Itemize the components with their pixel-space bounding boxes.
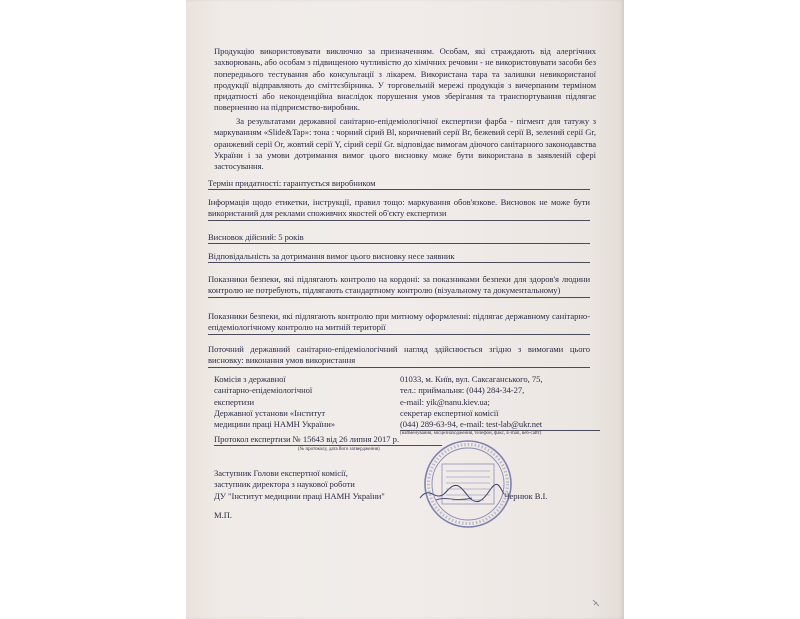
official-seal-icon bbox=[422, 438, 514, 530]
responsibility-row bbox=[208, 251, 590, 263]
address-line: тел.: приймальня: (044) 284-34-27, bbox=[400, 385, 525, 396]
signatory-line: заступник директора з наукової роботи bbox=[214, 479, 355, 490]
labeling-text: Інформація щодо етикетки, інструкції, правил тощо: маркування обов'язкове. Висновок не може бути використаний для реклами споживчих якостей об'єкту експертизи bbox=[208, 197, 590, 219]
commission-block bbox=[214, 374, 384, 430]
address-caption: (найменування, місцезнаходження, телефон, факс, E-mail, веб-сайт) bbox=[400, 431, 542, 437]
address-line: e-mail: yik@nanu.kiev.ua; bbox=[400, 396, 490, 407]
responsibility-text: Відповідальність за дотримання вимог цього висновку несе заявник bbox=[208, 251, 455, 261]
signatory-name: Чернюк В.І. bbox=[504, 491, 548, 501]
signatory-line: ДУ "Інститут медицини праці НАМН України" bbox=[214, 490, 385, 501]
commission-line: експертизи bbox=[214, 396, 255, 407]
page-mark-icon bbox=[591, 598, 601, 608]
supervision-text: Поточний державний санітарно-епідеміологічний нагляд здійснюється згідно з вимогами цього висновку: виконання умов використання bbox=[208, 344, 590, 366]
border-control-row bbox=[208, 274, 590, 298]
address-line: 01033, м. Київ, вул. Саксаганського, 75, bbox=[400, 374, 543, 384]
customs-control-row bbox=[208, 311, 590, 335]
commission-line: медицини праці НАМН України» bbox=[214, 419, 336, 430]
address-line: (044) 289-63-94, e-mail: test-lab@ukr.net bbox=[400, 419, 600, 431]
supervision-row bbox=[208, 344, 590, 368]
usage-paragraph: Продукцію використовувати виключно за призначенням. Особам, які страждають від алергічних захворювань, або особам з підвищеною чутливістю до хімічних речовин - не використовувати засоби без попереднього тестування або консультації з лікарем. Використана тара та залишки невикористаної продукції відправляють до сміттєзбірника. У торговельній мережі продукція з вичерпаним терміном придатності або неконденційна внаслідок порушення умов зберігання та транспортування підлягає поверненню на підприємство-виробник. bbox=[214, 46, 596, 113]
signatory-line: Заступник Голови експертної комісії, bbox=[214, 468, 348, 478]
commission-line: Комісія з державної bbox=[214, 374, 286, 384]
protocol-underline bbox=[214, 445, 442, 446]
validity-text: Висновок дійсний: 5 років bbox=[208, 232, 304, 242]
address-line: секретар експертної комісії bbox=[400, 407, 499, 418]
shelf-life-text: Термін придатності: гарантується виробником bbox=[208, 178, 376, 188]
expertise-result-paragraph: За результатами державної санітарно-епідеміологічної експертизи фарба - пігмент для татужу з маркуванням «Slide&Tap»: тона : чорний сірий Bl, коричневий серії Br, бежевий серії B, зелений серії Gr, оранжевий серії Or, жовтий серії Y, сірий серії Gr. відповідає вимогам діючого санітарного законодавства України і за умови дотримання вимог цього висновку може бути використана в заявленій сфері застосування. bbox=[214, 116, 596, 172]
validity-row bbox=[208, 232, 590, 244]
address-block bbox=[400, 374, 600, 437]
signatory-block bbox=[214, 468, 414, 502]
labeling-row bbox=[208, 197, 590, 221]
shelf-life-row bbox=[208, 178, 590, 190]
border-control-text: Показники безпеки, які підлягають контролю на кордоні: за показниками безпеки для здоров'я людини контролю не потребують, підлягають стандартному контролю (візуальному та документальному) bbox=[208, 274, 590, 296]
customs-control-text: Показники безпеки, які підлягають контролю при митному оформленні: підлягає державному санітарно-епідеміологічному контролю на митній території bbox=[208, 311, 590, 333]
commission-line: санітарно-епідеміологічної bbox=[214, 385, 313, 396]
commission-line: Державної установи «Інститут bbox=[214, 407, 326, 418]
document-page bbox=[186, 0, 624, 619]
protocol-text: Протокол експертизи № 15643 від 26 липня 2017 р. bbox=[214, 434, 399, 444]
seal-mark: М.П. bbox=[214, 510, 232, 520]
protocol-caption: (№ протоколу, дата його затвердження) bbox=[298, 447, 380, 452]
